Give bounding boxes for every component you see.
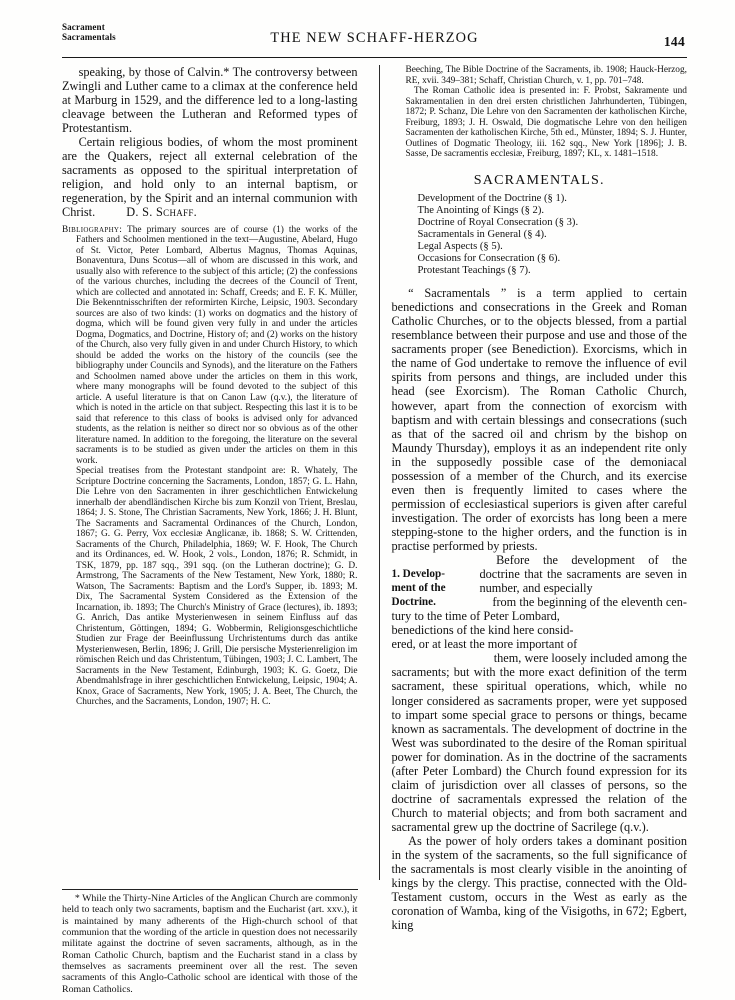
right-paragraph-2-line-d: them, were loosely included among the xyxy=(493,651,687,666)
right-paragraph-1: “ Sacramentals ” is a term applied to certain benedictions and consecrations in the Greek and Roman Catholic Churches, or to the objects blessed, from a partial resemblance between their purpose and use and those of the sacraments proper (see Benediction). Exorcisms, which in the name of God undertake to remove the influence of evil spirits from persons and things, are included under this head (see Exorcism). The Roman Catholic Church, however, apart from the connection of exorcism with baptism and with certain blessings and consecrations (such as that of the sacred oil and chrism by the bishop on Maundy Thursday), employs it as an independent rite only in the supposedly possible case of the demoniacal possession of a member of the Church, and its exercise even then is frequently limited to cases where the permission of ecclesiastical superiors is given after careful investigation. The order of exorcists has long been a mere stepping-stone to the higher orders, and the function is in practise performed by priests. xyxy=(391,286,687,553)
outline-item-4: Sacramentals in General (§ 4). xyxy=(417,228,547,240)
bibliography-roman-catholic: The Roman Catholic idea is presented in: F. Probst, Sakramente und Sakramentalien in den drei ersten christlichen Jahrhunderten, Tübingen, 1872; P. Schanz, Die Lehre von den Sacramenten der katholischen Kirche, Freiburg, 1893; J. H. Oswald, Die dogmatische Lehre von den heiligen Sacramenten der katholischen Kirche, 5th ed., Münster, 1894; S. J. Hunter, Outlines of Dogmatic Theology, iii. 162 sqq., New York [1896]; J. B. Sasse, De sacramentis ecclesiæ, Freiburg, 1897; KL, x. 1481–1518. xyxy=(405,86,687,159)
left-paragraph-2 xyxy=(62,135,358,219)
right-paragraph-2-line-c: ered, or at least the more important of xyxy=(391,637,578,652)
bibliography-continued: Beeching, The Bible Doctrine of the Sacraments, ib. 1908; Hauck-Herzog, RE, xvii. 349–381; Schaff, Christian Church, v. 1, pp. 701–748. xyxy=(405,65,687,86)
running-head-left-line1: Sacrament xyxy=(62,22,105,32)
marginal-heading-line3: Doctrine. xyxy=(391,596,436,609)
section-outline xyxy=(391,193,687,278)
right-paragraph-2-rest: sacraments; but with the more exact definition of the term sacrament, these spiritual operations, which, while no longer considered as sacraments proper, were yet supposed to impart some special grace to persons or things, became known as sacramentals. The development of doctrine in the West was subordinated to the desire of the Roman spiritual power for domination. As in the doctrine of the sacraments (after Peter Lombard) the Church found expression for its claim of jurisdiction over all classes of persons, so the doctrine of sacramentals expressed the relation of the Church to material objects; and from both sacrament and sacramental grew up the doctrine of Sacrilege (q.v.). xyxy=(391,665,687,834)
bibliography-block-1 xyxy=(62,225,358,467)
right-paragraph-3: As the power of holy orders takes a dominant position in the system of the sacraments, so the full significance of the sacramentals is most clearly visible in the anointing of kings by the clergy. This practise, connected with the Old-Testament custom, occurs in the West as early as the coronation of Wamba, king of the Visigoths, in 672; Egbert, king xyxy=(391,833,687,933)
body-columns xyxy=(62,65,687,995)
running-head xyxy=(62,22,687,56)
marginal-heading-line2: ment of the xyxy=(391,582,446,595)
outline-item-5: Legal Aspects (§ 5). xyxy=(417,240,503,252)
bibliography-label: Bibliography: xyxy=(62,224,123,235)
footnote-text xyxy=(62,893,358,995)
outline-item-7: Protestant Teachings (§ 7). xyxy=(417,265,531,277)
running-head-left-line2: Sacramentals xyxy=(62,32,116,43)
right-paragraph-2-head: Before the development of the doctrine that the sacraments are seven in number, and especially xyxy=(479,553,687,596)
bibliography-block-2: Special treatises from the Protestant standpoint are: R. Whately, The Scripture Doctrine concerning the Sacraments, London, 1857; G. L. Hahn, Die Lehre von den Sacramenten in ihrer geschichtlichen Entwickelung innerhalb der abendländischen Kirche bis zum Konzil von Trient, Breslau, 1864; J. S. Stone, The Christian Sacraments, New York, 1866; J. H. Blunt, The Sacraments and Sacramental Ordinances of the Church, London, 1867; G. G. Perry, Vox ecclesiæ Anglicanæ, ib. 1868; S. W. Crittenden, Sacraments of the Church, Philadelphia, 1869; W. F. Hook, The Church and its Ordinances, ed. W. Hook, 2 vols., London, 1876; R. Schmidt, in TSK, 1879, pp. 187 sqq., 391 sqq. (on the Lutheran doctrine); G. D. Armstrong, The Sacraments of the New Testament, New York, 1880; R. Watson, The Sacraments: Baptism and the Lord's Supper, ib. 1893; M. Dix, The Sacramental System Considered as the Extension of the Incarnation, ib. 1893; The Church's Ministry of Grace (lectures), ib. 1893; G. Anrich, Das antike Mysterienwesen in seinem Einfluss auf das Christentum, Göttingen, 1894; G. Wobbermin, Religionsgeschichtliche Studien zur Frage der Beeinflussung Urchristentums durch das antike Mysterienwesen, Berlin, 1896; J. Grill, Die persische Mysterienreligion im römischen Reich und das Christentum, Tübingen, 1903; J. C. Lambert, The Sacraments in the New Testament, Edinburgh, 1903; K. G. Goetz, Die Abendmahlsfrage in ihrer geschichtlichen Entwickelung, Leipsic, 1904; A. Knox, Grace of Sacraments, New York, 1905; J. A. Beet, The Church, the Churches, and the Sacraments, London, 1907; H. C. xyxy=(76,466,358,708)
footnote-rule xyxy=(62,889,358,890)
right-paragraph-2-line-a: tury to the time of Peter Lombard, xyxy=(391,609,560,624)
header-rule xyxy=(62,57,687,58)
bibliography-text-1: The primary sources are of course (1) the works of the Fathers and Schoolmen mentioned in the text—Augustine, Abelard, Hugo of St. Victor, Peter Lombard, Albertus Magnus, Thomas Aquinas, Bonaventura, Duns Scotus—all of whom are discussed in this work, and usually also with reference to the subject of this article; (2) the confessions of the various churches, including the decrees of the Council of Trent, which are collected and annotated in: Schaff, Creeds; and E. F. K. Müller, Die Bekenntnisschriften der reformirten Kirche, Leipsic, 1903. Secondary sources are also of two kinds: (1) works on dogmatics and the history of dogma, which will be found given very fully in and under the articles Dogma, Dogmatics, and Doctrine, History of; and (2) works on the history of the Church, also very fully given in and under Church History, to which should be added the works on the history of the councils (see the bibliography under Councils and Synods), and the literature on the Fathers and Schoolmen named above under the articles on them in this work, where many monographs will be found devoted to the subject of this article. A useful literature is that on Canon Law (q.v.), the literature of which is noted in the article on that subject. Respecting this last it is to be said that reference to this class of books is advised only for advanced students, as the relation is neither so direct nor so obvious as of the other literature named. In addition to the foregoing, the literature on the several sacraments is to be studied as given under the articles on them in this work. xyxy=(76,224,358,466)
page-number: 144 xyxy=(663,34,685,49)
right-paragraph-2 xyxy=(391,553,687,834)
right-paragraph-2-indent-line: from the beginning of the eleventh cen- xyxy=(492,595,687,610)
column-divider xyxy=(379,65,380,880)
outline-item-2: The Anointing of Kings (§ 2). xyxy=(417,204,545,216)
outline-item-6: Occasions for Consecration (§ 6). xyxy=(417,252,561,264)
right-paragraph-2-line-b: benedictions of the kind here consid- xyxy=(391,623,574,638)
running-head-title: THE NEW SCHAFF-HERZOG xyxy=(270,30,479,46)
left-paragraph-2-text: Certain religious bodies, of whom the most prominent are the Quakers, reject all external celebration of the sacraments as opposed to the spiritual interpretation of religion, and hold only to an internal baptism, or regeneration, by the Spirit and an internal communion with Christ. xyxy=(62,135,358,220)
section-title: SACRAMENTALS. xyxy=(473,171,605,188)
left-column xyxy=(62,65,370,995)
footnote-marker: * xyxy=(74,892,80,904)
marginal-heading xyxy=(391,567,479,609)
marginal-heading-line1: 1. Develop- xyxy=(391,568,445,581)
footnote-area xyxy=(62,889,358,995)
left-paragraph-1: speaking, by those of Calvin.* The controversy between Zwingli and Luther came to a climax at the conference held at Marburg in 1529, and the difference led to a long-lasting cleavage between the Lutheran and Reformed types of Protestantism. xyxy=(62,65,358,136)
footnote-body: While the Thirty-Nine Articles of the Anglican Church are commonly held to teach only two sacraments, baptism and the Eucharist (art. xxv.), it is maintained by many adherents of the High-church school of that communion that the wording of the article in question does not necessarily militate against the doctrine of seven sacraments, although, as in the Roman Catholic Church, baptism and the Eucharist stand in a class by themselves as sacraments preeminent over all the rest. The seven sacraments of this Anglo-Catholic school are identical with those of the Roman Catholics. xyxy=(62,892,358,995)
outline-item-1: Development of the Doctrine (§ 1). xyxy=(417,192,567,204)
author-signature: D. S. Schaff. xyxy=(126,205,198,220)
right-column xyxy=(388,65,687,995)
outline-item-3: Doctrine of Royal Consecration (§ 3). xyxy=(417,216,579,228)
